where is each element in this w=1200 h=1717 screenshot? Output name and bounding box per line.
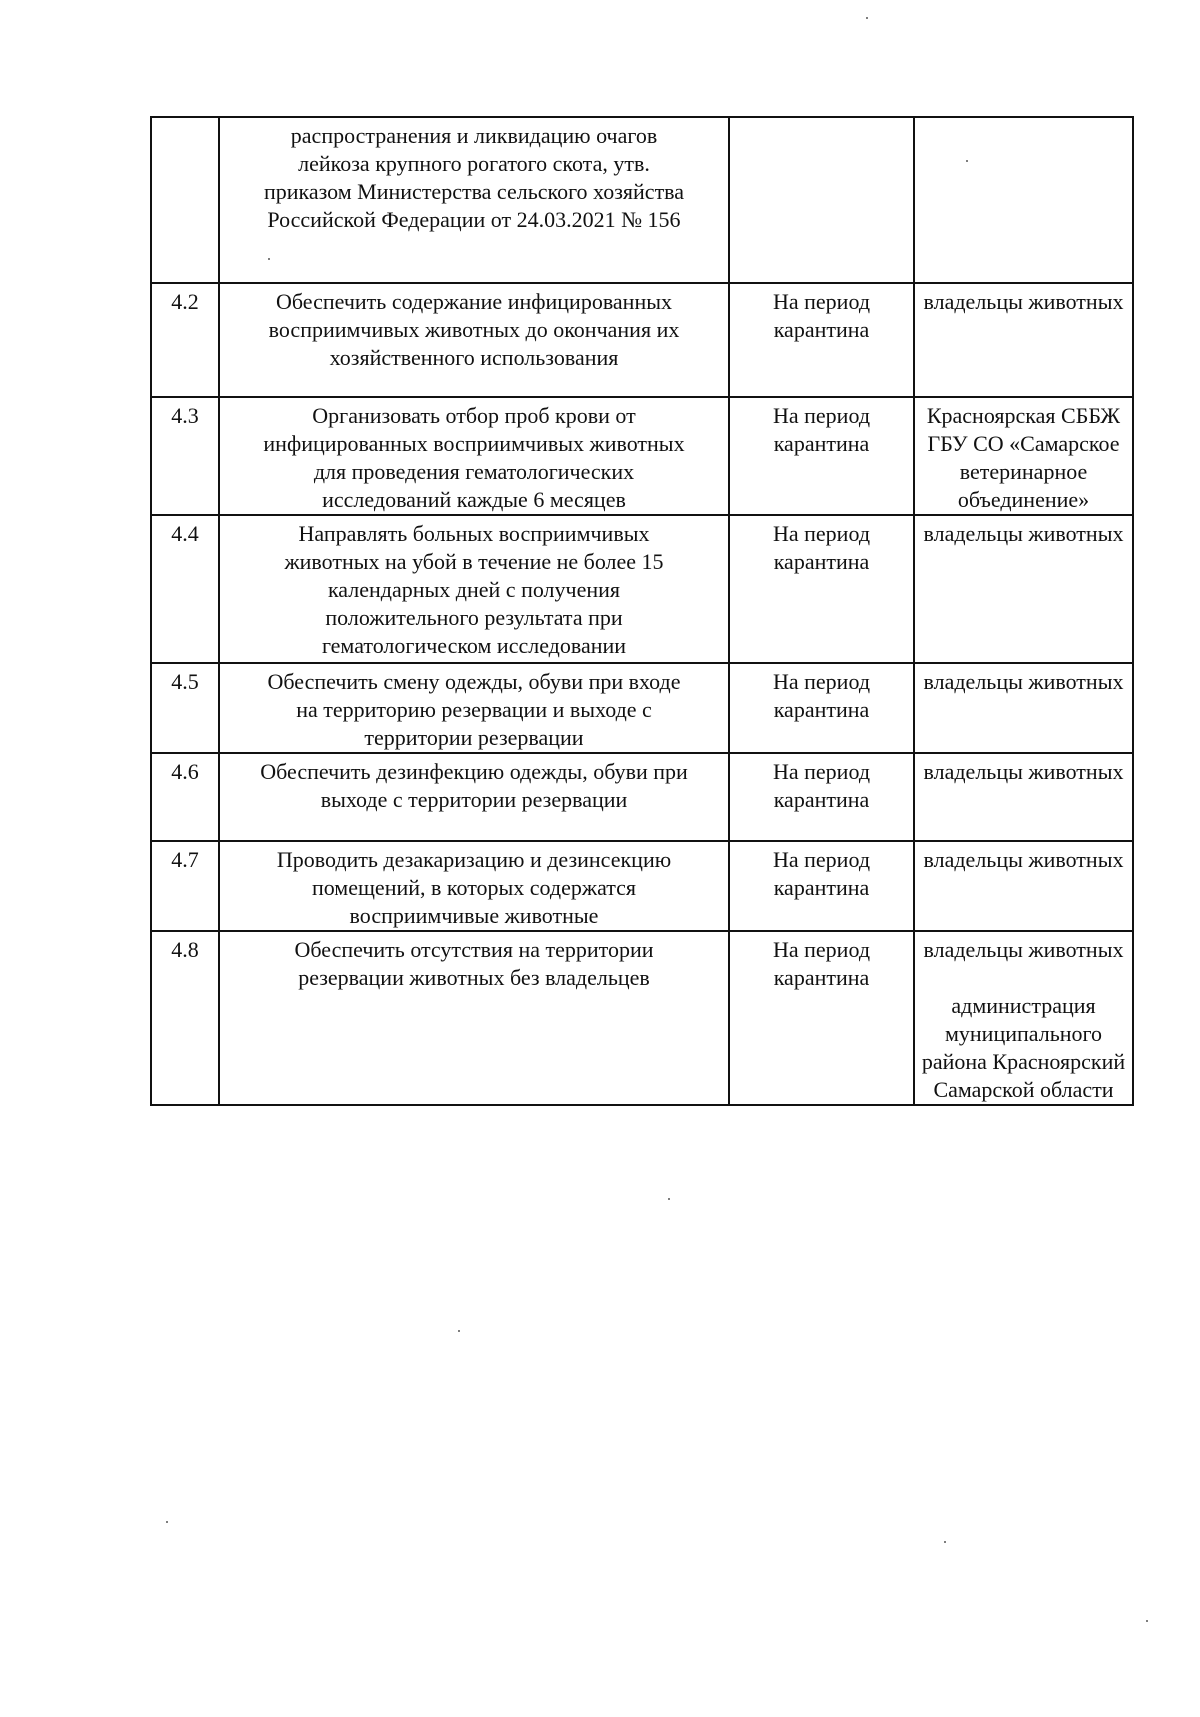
responsible-cell: владельцы животных (914, 515, 1133, 663)
scan-speck (966, 160, 968, 162)
item-number: 4.4 (151, 515, 219, 663)
item-number: 4.2 (151, 283, 219, 397)
table-row (151, 397, 1133, 515)
scan-speck (866, 17, 868, 19)
item-number (151, 117, 219, 283)
table-row (151, 931, 1133, 1105)
measures-table (150, 116, 1134, 1106)
action-cell: Проводить дезакаризацию и дезинсекцию помещений, в которых содержатся восприимчивые животные (219, 841, 729, 931)
responsible-cell: Красноярская СББЖ ГБУ СО «Самарское ветеринарное объединение» (914, 397, 1133, 515)
scan-speck (668, 1198, 670, 1200)
term-cell (729, 117, 914, 283)
term-cell: На период карантина (729, 515, 914, 663)
responsible-cell: владельцы животных (914, 841, 1133, 931)
term-cell: На период карантина (729, 663, 914, 753)
responsible-cell: владельцы животных (914, 283, 1133, 397)
table-row (151, 515, 1133, 663)
responsible-cell (914, 117, 1133, 283)
term-cell: На период карантина (729, 931, 914, 1105)
term-cell: На период карантина (729, 841, 914, 931)
action-cell: распространения и ликвидацию очагов лейкоза крупного рогатого скота, утв. приказом Министерства сельского хозяйства Российской Федерации от 24.03.2021 № 156 (219, 117, 729, 283)
item-number: 4.8 (151, 931, 219, 1105)
term-cell: На период карантина (729, 397, 914, 515)
scan-speck (458, 1330, 460, 1332)
table-row (151, 841, 1133, 931)
scan-speck (268, 258, 270, 260)
responsible-primary: владельцы животных (923, 937, 1124, 962)
table-row (151, 753, 1133, 841)
item-number: 4.7 (151, 841, 219, 931)
action-cell: Обеспечить содержание инфицированных восприимчивых животных до окончания их хозяйственного использования (219, 283, 729, 397)
action-cell: Направлять больных восприимчивых животных на убой в течение не более 15 календарных дней с получения положительного результата при гематологическом исследовании (219, 515, 729, 663)
item-number: 4.3 (151, 397, 219, 515)
term-cell: На период карантина (729, 283, 914, 397)
item-number: 4.6 (151, 753, 219, 841)
table-row (151, 663, 1133, 753)
item-number: 4.5 (151, 663, 219, 753)
scan-speck (944, 1541, 946, 1543)
responsible-cell (914, 931, 1133, 1105)
responsible-cell: владельцы животных (914, 663, 1133, 753)
action-cell: Обеспечить смену одежды, обуви при входе на территорию резервации и выходе с территории резервации (219, 663, 729, 753)
scan-speck (166, 1521, 168, 1523)
scan-speck (1146, 1620, 1148, 1622)
responsible-cell: владельцы животных (914, 753, 1133, 841)
action-cell: Организовать отбор проб крови от инфицированных восприимчивых животных для проведения гематологических исследований каждые 6 месяцев (219, 397, 729, 515)
responsible-secondary: администрация муниципального района Красноярский Самарской области (921, 993, 1126, 1102)
action-cell: Обеспечить дезинфекцию одежды, обуви при выходе с территории резервации (219, 753, 729, 841)
term-cell: На период карантина (729, 753, 914, 841)
table-row (151, 283, 1133, 397)
line-gap (919, 964, 1128, 992)
table-row (151, 117, 1133, 283)
action-cell: Обеспечить отсутствия на территории резервации животных без владельцев (219, 931, 729, 1105)
